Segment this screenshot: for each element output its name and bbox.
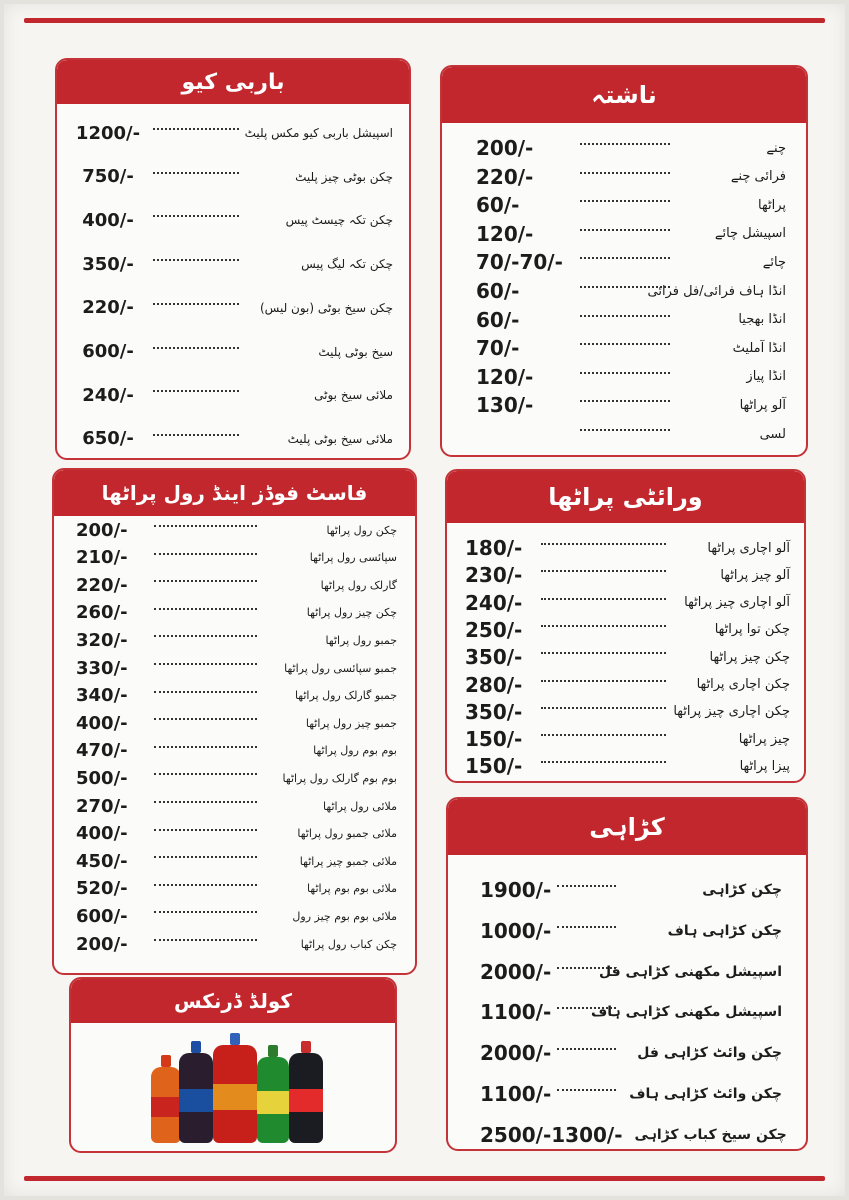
menu-item-name: چکن تکہ چیسٹ پیس bbox=[285, 213, 393, 228]
bottle-icon bbox=[257, 1057, 289, 1143]
menu-item-row bbox=[448, 1079, 806, 1109]
menu-item-price: 220/- bbox=[82, 297, 134, 319]
menu-item-price: 600/- bbox=[76, 905, 128, 927]
dotted-leader bbox=[580, 143, 670, 145]
menu-item-price: 400/- bbox=[76, 823, 128, 845]
menu-item-price: 750/- bbox=[82, 166, 134, 188]
menu-sheet bbox=[4, 4, 845, 1196]
dotted-leader bbox=[541, 625, 666, 627]
dotted-leader bbox=[154, 911, 257, 913]
dotted-leader bbox=[541, 761, 666, 763]
menu-item-row bbox=[447, 644, 804, 670]
menu-item-row bbox=[448, 957, 806, 987]
menu-item-row bbox=[54, 766, 415, 790]
menu-item-row bbox=[447, 726, 804, 752]
dotted-leader bbox=[154, 746, 257, 748]
menu-item-price: 130/- bbox=[476, 393, 534, 418]
dotted-leader bbox=[557, 967, 616, 969]
variety-section-title: ورائٹی پراٹھا bbox=[447, 471, 804, 523]
menu-item-row bbox=[442, 164, 806, 190]
menu-item-price: 350/- bbox=[82, 253, 134, 275]
menu-item-price: 60/- bbox=[476, 193, 520, 218]
menu-item-price: 350/- bbox=[465, 699, 523, 724]
menu-item-row bbox=[447, 535, 804, 561]
menu-item-price: 70/-70/- bbox=[476, 250, 563, 275]
bottle-icon bbox=[213, 1045, 257, 1143]
menu-item-name: ملائی بوم بوم پراٹھا bbox=[307, 882, 397, 896]
dotted-leader bbox=[541, 680, 666, 682]
dotted-leader bbox=[154, 663, 257, 665]
menu-item-price: 500/- bbox=[76, 767, 128, 789]
menu-item-price: 210/- bbox=[76, 547, 128, 569]
menu-item-price: 150/- bbox=[465, 754, 523, 779]
dotted-leader bbox=[154, 939, 257, 941]
dotted-leader bbox=[541, 543, 666, 545]
menu-item-name: ملائی سیخ بوٹی پلیٹ bbox=[287, 431, 393, 446]
menu-item-price: 240/- bbox=[82, 384, 134, 406]
menu-item-row bbox=[442, 335, 806, 361]
menu-item-row bbox=[54, 573, 415, 597]
menu-item-row bbox=[57, 207, 409, 233]
menu-item-name: چکن کباب رول پراٹھا bbox=[300, 937, 397, 951]
menu-item-row bbox=[447, 672, 804, 698]
menu-item-price: 2000/- bbox=[480, 1041, 552, 1066]
menu-item-row bbox=[442, 192, 806, 218]
menu-item-price: 600/- bbox=[82, 341, 134, 362]
menu-item-name: سپائسی رول پراٹھا bbox=[309, 551, 397, 565]
dotted-leader bbox=[541, 598, 666, 600]
menu-item-price: 470/- bbox=[76, 740, 128, 762]
menu-item-name: اسپیشل چائے bbox=[714, 226, 786, 242]
menu-item-row bbox=[54, 656, 415, 680]
menu-item-row bbox=[54, 711, 415, 735]
dotted-leader bbox=[580, 229, 670, 231]
cold-drinks-section-title: کولڈ ڈرنکس bbox=[71, 979, 395, 1023]
menu-item-row bbox=[447, 699, 804, 725]
dotted-leader bbox=[580, 429, 670, 431]
dotted-leader bbox=[154, 856, 257, 858]
menu-item-name: چکن کڑاہی ہاف bbox=[667, 922, 782, 939]
menu-item-row bbox=[57, 339, 409, 365]
dotted-leader bbox=[153, 259, 239, 261]
menu-item-row bbox=[442, 221, 806, 247]
menu-item-row bbox=[57, 120, 409, 146]
karahi-section-title: کڑاہی bbox=[448, 799, 806, 855]
menu-item-name: چکن تکہ لیگ پیس bbox=[301, 257, 393, 272]
menu-item-name: انڈا بھجیا bbox=[738, 312, 786, 328]
menu-item-name: اسپیشل باربی کیو مکس پلیٹ bbox=[244, 126, 393, 140]
menu-item-row bbox=[54, 518, 415, 542]
nashta-section bbox=[440, 65, 808, 457]
menu-item-price: 220/- bbox=[76, 574, 128, 596]
menu-item-row bbox=[54, 822, 415, 846]
menu-item-price: 120/- bbox=[476, 221, 534, 246]
menu-item-price: 450/- bbox=[76, 850, 128, 872]
menu-item-row bbox=[54, 546, 415, 570]
top-border-rule bbox=[24, 18, 825, 23]
menu-item-row bbox=[442, 249, 806, 275]
menu-item-row bbox=[57, 251, 409, 277]
menu-item-row bbox=[447, 753, 804, 779]
menu-item-price: 230/- bbox=[465, 563, 523, 588]
menu-item-row bbox=[54, 904, 415, 928]
menu-item-price: 250/- bbox=[465, 617, 523, 642]
menu-item-row bbox=[442, 364, 806, 390]
menu-item-row bbox=[57, 382, 409, 408]
menu-item-row bbox=[54, 877, 415, 901]
dotted-leader bbox=[154, 884, 257, 886]
dotted-leader bbox=[153, 434, 239, 436]
menu-item-row bbox=[442, 392, 806, 418]
menu-item-name: چکن توا پراٹھا bbox=[714, 622, 790, 638]
dotted-leader bbox=[541, 652, 666, 654]
dotted-leader bbox=[154, 801, 257, 803]
menu-item-price: 1100/- bbox=[480, 1082, 552, 1106]
bottle-icon bbox=[179, 1053, 213, 1143]
dotted-leader bbox=[541, 734, 666, 736]
menu-item-price: 220/- bbox=[476, 164, 534, 189]
menu-item-row bbox=[54, 794, 415, 818]
menu-item-row bbox=[447, 590, 804, 616]
menu-item-row bbox=[57, 295, 409, 321]
dotted-leader bbox=[541, 570, 666, 572]
menu-item-name: جمبو گارلک رول پراٹھا bbox=[294, 689, 397, 703]
menu-item-price: 270/- bbox=[76, 795, 128, 817]
menu-item-row bbox=[448, 875, 806, 905]
dotted-leader bbox=[154, 773, 257, 775]
menu-item-price: 400/- bbox=[76, 712, 128, 734]
menu-item-name: گارلک رول پراٹھا bbox=[320, 578, 397, 592]
menu-item-name: ملائی بوم بوم چیز رول bbox=[292, 909, 397, 923]
menu-item-row bbox=[448, 997, 806, 1027]
menu-item-row bbox=[447, 562, 804, 588]
menu-item-price: 260/- bbox=[76, 602, 128, 624]
dotted-leader bbox=[580, 315, 670, 317]
menu-item-price: 60/- bbox=[476, 307, 520, 332]
karahi-section bbox=[446, 797, 808, 1151]
dotted-leader bbox=[557, 926, 616, 928]
menu-item-name: چائے bbox=[762, 254, 786, 270]
dotted-leader bbox=[541, 707, 666, 709]
bottle-icon bbox=[151, 1067, 181, 1143]
bottle-icon bbox=[289, 1053, 323, 1143]
menu-item-row bbox=[54, 849, 415, 873]
dotted-leader bbox=[154, 580, 257, 582]
menu-item-name: ملائی جمبو چیز پراٹھا bbox=[299, 854, 397, 868]
menu-item-name: پراٹھا bbox=[758, 197, 786, 213]
menu-item-name: چکن سیخ کباب کڑاہی bbox=[634, 1126, 787, 1143]
menu-item-name: چکن کڑاہی bbox=[702, 882, 782, 898]
menu-item-price: 2500/-1300/- bbox=[480, 1122, 623, 1147]
menu-item-row bbox=[442, 135, 806, 161]
menu-item-name: ملائی جمبو رول پراٹھا bbox=[297, 827, 397, 841]
dotted-leader bbox=[153, 128, 239, 130]
menu-item-price: 200/- bbox=[76, 933, 128, 955]
dotted-leader bbox=[154, 691, 257, 693]
menu-item-name: چیز پراٹھا bbox=[738, 731, 790, 747]
menu-item-name: انڈا ہاف فرائی/فل فرائی bbox=[647, 283, 786, 299]
dotted-leader bbox=[154, 608, 257, 610]
menu-item-name: آلو پراٹھا bbox=[739, 397, 786, 413]
menu-item-name: چکن رول پراٹھا bbox=[326, 523, 397, 537]
menu-item-price: 280/- bbox=[465, 672, 523, 697]
menu-item-row bbox=[54, 628, 415, 652]
dotted-leader bbox=[153, 215, 239, 217]
menu-item-row bbox=[57, 164, 409, 190]
menu-item-name: لسی bbox=[759, 426, 786, 442]
variety-paratha-section bbox=[445, 469, 806, 783]
dotted-leader bbox=[580, 172, 670, 174]
menu-item-row bbox=[54, 601, 415, 625]
menu-item-name: اسپیشل مکھنی کڑاہی فل bbox=[599, 963, 782, 980]
menu-item-name: سیخ بوٹی پلیٹ bbox=[318, 344, 393, 359]
dotted-leader bbox=[154, 635, 257, 637]
menu-item-price: 150/- bbox=[465, 727, 523, 752]
dotted-leader bbox=[557, 885, 616, 887]
menu-item-price: 1100/- bbox=[480, 1000, 552, 1025]
bottom-border-rule bbox=[24, 1176, 825, 1181]
menu-item-name: بوم بوم رول پراٹھا bbox=[313, 744, 397, 758]
dotted-leader bbox=[153, 303, 239, 305]
menu-item-price: 400/- bbox=[82, 209, 134, 231]
dotted-leader bbox=[154, 829, 257, 831]
menu-item-row bbox=[57, 426, 409, 452]
menu-item-name: آلو اچاری چیز پراٹھا bbox=[684, 595, 790, 611]
menu-item-price: 70/- bbox=[476, 336, 520, 361]
menu-item-name: چکن وائٹ کڑاہی فل bbox=[637, 1045, 782, 1062]
menu-item-price: 1000/- bbox=[480, 918, 552, 943]
menu-item-price: 340/- bbox=[76, 685, 128, 707]
dotted-leader bbox=[580, 257, 670, 259]
nashta-section-title: ناشتہ bbox=[442, 67, 806, 123]
menu-item-name: بوم بوم گارلک رول پراٹھا bbox=[282, 771, 397, 785]
menu-item-name: پیزا پراٹھا bbox=[739, 758, 790, 774]
menu-item-name: چکن چیز رول پراٹھا bbox=[306, 606, 397, 620]
dotted-leader bbox=[580, 200, 670, 202]
cold-drinks-section bbox=[69, 977, 397, 1153]
menu-item-price: 320/- bbox=[76, 629, 128, 651]
menu-item-price: 120/- bbox=[476, 364, 534, 389]
menu-item-name: اسپیشل مکھنی کڑاہی ہاف bbox=[590, 1004, 782, 1021]
menu-item-name: چکن بوٹی چیز پلیٹ bbox=[295, 169, 393, 184]
menu-item-price: 200/- bbox=[476, 136, 534, 160]
menu-item-row bbox=[448, 916, 806, 946]
bbq-section bbox=[55, 58, 411, 460]
menu-item-name: فرائی چنے bbox=[730, 169, 786, 185]
dotted-leader bbox=[580, 343, 670, 345]
menu-item-name: آلو اچاری پراٹھا bbox=[707, 540, 790, 556]
menu-item-name: چنے bbox=[766, 140, 786, 156]
menu-item-price: 240/- bbox=[465, 590, 523, 615]
menu-item-row bbox=[447, 617, 804, 643]
fastfood-section-title: فاسٹ فوڈز اینڈ رول پراٹھا bbox=[54, 470, 415, 516]
menu-item-row bbox=[54, 932, 415, 956]
menu-item-row bbox=[442, 307, 806, 333]
dotted-leader bbox=[153, 347, 239, 349]
menu-item-name: چکن وائٹ کڑاہی ہاف bbox=[629, 1086, 782, 1102]
menu-item-price: 350/- bbox=[465, 645, 523, 670]
menu-item-row bbox=[442, 421, 806, 447]
menu-item-row bbox=[54, 739, 415, 763]
dotted-leader bbox=[557, 1007, 616, 1009]
menu-item-price: 1200/- bbox=[75, 122, 141, 144]
menu-item-price: 180/- bbox=[465, 536, 523, 560]
menu-item-name: جمبو چیز رول پراٹھا bbox=[305, 716, 397, 730]
menu-item-row bbox=[442, 278, 806, 304]
fastfood-roll-section bbox=[52, 468, 417, 975]
menu-item-price: 2000/- bbox=[480, 959, 552, 984]
dotted-leader bbox=[580, 400, 670, 402]
menu-item-name: جمبو رول پراٹھا bbox=[325, 633, 397, 647]
dotted-leader bbox=[154, 553, 257, 555]
menu-item-name: ملائی رول پراٹھا bbox=[323, 799, 397, 813]
menu-item-row bbox=[54, 684, 415, 708]
menu-item-name: انڈا آملیٹ bbox=[732, 340, 786, 356]
menu-item-name: جمبو سپائسی رول پراٹھا bbox=[284, 661, 397, 675]
menu-item-price: 520/- bbox=[76, 878, 128, 900]
dotted-leader bbox=[580, 372, 670, 374]
menu-item-name: چکن چیز پراٹھا bbox=[709, 649, 790, 665]
dotted-leader bbox=[153, 390, 239, 392]
dotted-leader bbox=[154, 525, 257, 527]
menu-item-name: چکن اچاری چیز پراٹھا bbox=[673, 704, 790, 720]
menu-item-name: چکن سیخ بوٹی (بون لیس) bbox=[259, 300, 393, 315]
dotted-leader bbox=[557, 1089, 616, 1091]
menu-item-price: 1900/- bbox=[480, 878, 552, 902]
dotted-leader bbox=[154, 718, 257, 720]
menu-item-row bbox=[448, 1038, 806, 1068]
menu-item-price: 330/- bbox=[76, 657, 128, 679]
menu-item-name: چکن اچاری پراٹھا bbox=[696, 677, 790, 692]
menu-item-name: ملائی سیخ بوٹی bbox=[314, 388, 393, 403]
bbq-section-title: باربی کیو bbox=[57, 60, 409, 104]
dotted-leader bbox=[580, 286, 670, 288]
menu-item-price: 60/- bbox=[476, 279, 520, 303]
soft-drink-bottles-image bbox=[151, 1043, 391, 1143]
dotted-leader bbox=[153, 172, 239, 174]
menu-item-name: آلو چیز پراٹھا bbox=[720, 567, 790, 583]
menu-item-name: انڈا پیاز bbox=[746, 369, 786, 385]
menu-item-price: 650/- bbox=[82, 428, 134, 450]
menu-item-price: 200/- bbox=[76, 519, 128, 541]
dotted-leader bbox=[557, 1048, 616, 1050]
menu-item-row bbox=[448, 1120, 806, 1150]
